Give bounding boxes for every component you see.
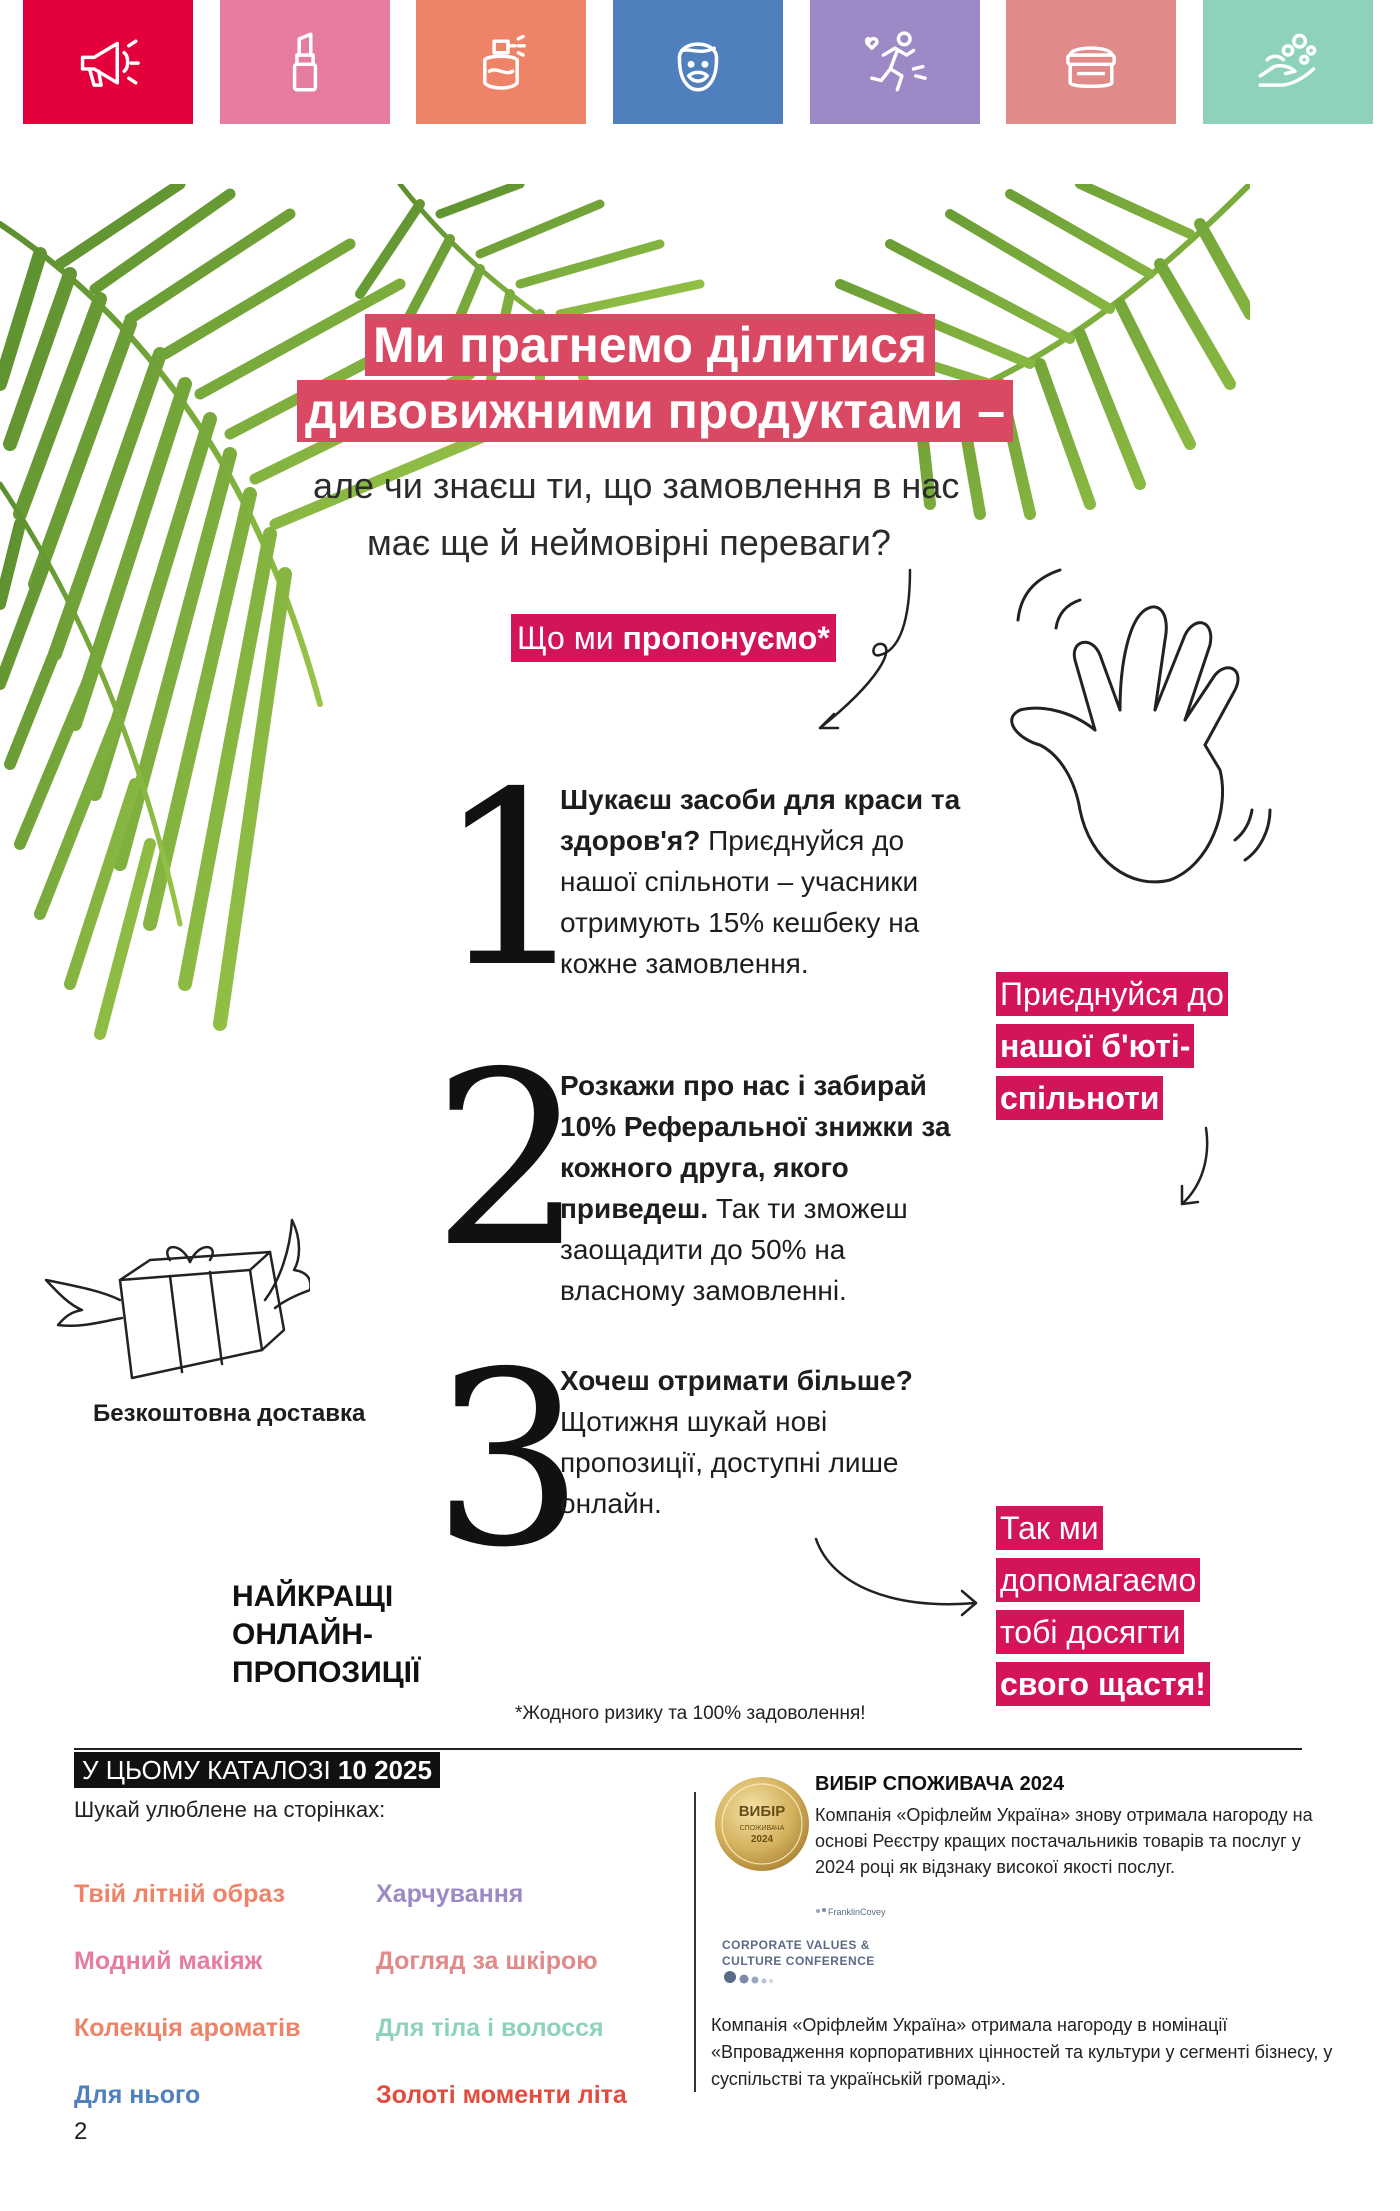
footnote: *Жодного ризику та 100% задоволення! <box>515 1703 866 1724</box>
step-bold-3: Хочеш отримати більше? <box>560 1365 913 1396</box>
best-offers-line-3: ПРОПОЗИЦІЇ <box>232 1656 421 1689</box>
step-text-3 <box>560 1360 960 1524</box>
catalog-link-body-hair[interactable]: Для тіла і волосся <box>376 2014 604 2042</box>
award-1-title: ВИБІР СПОЖИВАЧА 2024 <box>815 1773 1065 1795</box>
tab-news[interactable] <box>23 0 193 124</box>
catalog-link-for-him[interactable]: Для нього <box>74 2081 201 2109</box>
best-offers-label <box>232 1578 492 1692</box>
help-line-4: свого щастя! <box>996 1662 1210 1706</box>
tab-body-hair[interactable] <box>1203 0 1373 124</box>
category-tabs <box>23 0 1377 124</box>
consumer-choice-medal <box>712 1774 812 1874</box>
headline-line-1: Ми прагнемо ділитися <box>365 314 935 376</box>
runner-icon <box>858 25 932 99</box>
catalog-link-skincare[interactable]: Догляд за шкірою <box>376 1947 598 1975</box>
award-1-text: Компанія «Оріфлейм Україна» знову отримала нагороду на основі Реєстру кращих постачальників товарів та послуг у 2024 році як відзнаку високої якості послуг. <box>815 1805 1313 1877</box>
medal-mid-text: СПОЖИВАЧА <box>739 1825 785 1832</box>
award-2-text: Компанія «Оріфлейм Україна» отримала нагороду в номінації «Впровадження корпоративних цінностей та культури у сегменті бізнесу, у суспільстві та українській громаді». <box>711 2015 1333 2089</box>
tab-makeup[interactable] <box>220 0 390 124</box>
join-line-3: спільноти <box>996 1076 1163 1120</box>
catalog-link-summer-look[interactable]: Твій літній образ <box>74 1880 285 1908</box>
step-bold-2: Розкажи про нас і забирай 10% Реферальної знижки за кожного друга, якого приведеш. <box>560 1070 951 1224</box>
step-body-3: Щотижня шукай нові пропозиції, доступні лише онлайн. <box>560 1406 899 1519</box>
help-line-3: тобі досягти <box>996 1610 1184 1654</box>
catalog-subtitle: Шукай улюблене на сторінках: <box>74 1797 386 1822</box>
tab-wellness[interactable] <box>810 0 980 124</box>
catalog-title-bold: 10 2025 <box>337 1755 432 1785</box>
cv-logo-line-2: CULTURE CONFERENCE <box>722 1954 875 1968</box>
headline-sub-2: має ще й неймовірні переваги? <box>367 522 891 563</box>
cream-jar-icon <box>1054 25 1128 99</box>
step-body-2: Так ти зможеш заощадити до 50% на власному замовленні. <box>560 1193 908 1306</box>
page-number: 2 <box>74 2118 88 2145</box>
help-line-2: допомагаємо <box>996 1558 1200 1602</box>
man-face-icon <box>661 25 735 99</box>
join-line-1: Приєднуйся до <box>996 972 1228 1016</box>
step-body-1: Приєднуйся до нашої спільноти – учасники отримують 15% кешбеку на кожне замовлення. <box>560 825 920 979</box>
join-community-block <box>996 972 1228 1128</box>
catalog-title <box>74 1752 440 1788</box>
free-delivery-label: Безкоштовна доставка <box>93 1400 366 1427</box>
megaphone-icon <box>71 25 145 99</box>
offer-tag-bold: пропонуємо* <box>622 620 830 656</box>
right-arrow-icon <box>812 1535 982 1625</box>
perfume-icon <box>464 25 538 99</box>
help-happiness-block <box>996 1506 1210 1714</box>
medal-year-text: 2024 <box>750 1834 774 1845</box>
catalog-title-text: У ЦЬОМУ КАТАЛОЗІ <box>82 1755 338 1785</box>
lipstick-icon <box>268 25 342 99</box>
headline-line-2: дивовижними продуктами – <box>297 380 1013 442</box>
offer-tag-normal: Що ми <box>517 620 623 656</box>
step-number-1: 1 <box>436 740 589 1020</box>
tab-men[interactable] <box>613 0 783 124</box>
offer-tag <box>511 614 836 662</box>
catalog-link-golden-moments[interactable]: Золоті моменти літа <box>376 2081 627 2109</box>
join-line-2: нашої б'юті- <box>996 1024 1194 1068</box>
section-divider <box>74 1748 1302 1750</box>
headline-sub-1: але чи знаєш ти, що замовлення в нас <box>313 465 960 506</box>
medal-top-text: ВИБІР <box>738 1803 786 1820</box>
step-bold-1: Шукаєш засоби для краси та здоров'я? <box>560 784 961 856</box>
curved-arrow-icon <box>800 560 920 740</box>
step-text-1 <box>560 779 980 984</box>
franklincovey-label: FranklinCovey <box>828 1907 886 1917</box>
tab-skincare[interactable] <box>1006 0 1176 124</box>
cv-logo-line-1: CORPORATE VALUES & <box>722 1938 870 1952</box>
step-text-2 <box>560 1065 960 1311</box>
down-arrow-icon <box>1168 1124 1218 1210</box>
best-offers-line-1: НАЙКРАЩІ <box>232 1580 394 1613</box>
catalog-link-makeup[interactable]: Модний макіяж <box>74 1947 263 1975</box>
awards-divider <box>694 1792 696 2092</box>
best-offers-line-2: ОНЛАЙН- <box>232 1618 373 1651</box>
hand-bubbles-icon <box>1251 25 1325 99</box>
catalog-link-nutrition[interactable]: Харчування <box>376 1880 524 1908</box>
tab-fragrance[interactable] <box>416 0 586 124</box>
flying-gift-icon <box>40 1200 310 1390</box>
step-number-3: 3 <box>432 1320 585 1600</box>
catalog-link-fragrances[interactable]: Колекція ароматів <box>74 2014 301 2042</box>
help-line-1: Так ми <box>996 1506 1103 1550</box>
waving-hand-icon <box>970 560 1290 920</box>
step-number-2: 2 <box>432 1020 585 1300</box>
